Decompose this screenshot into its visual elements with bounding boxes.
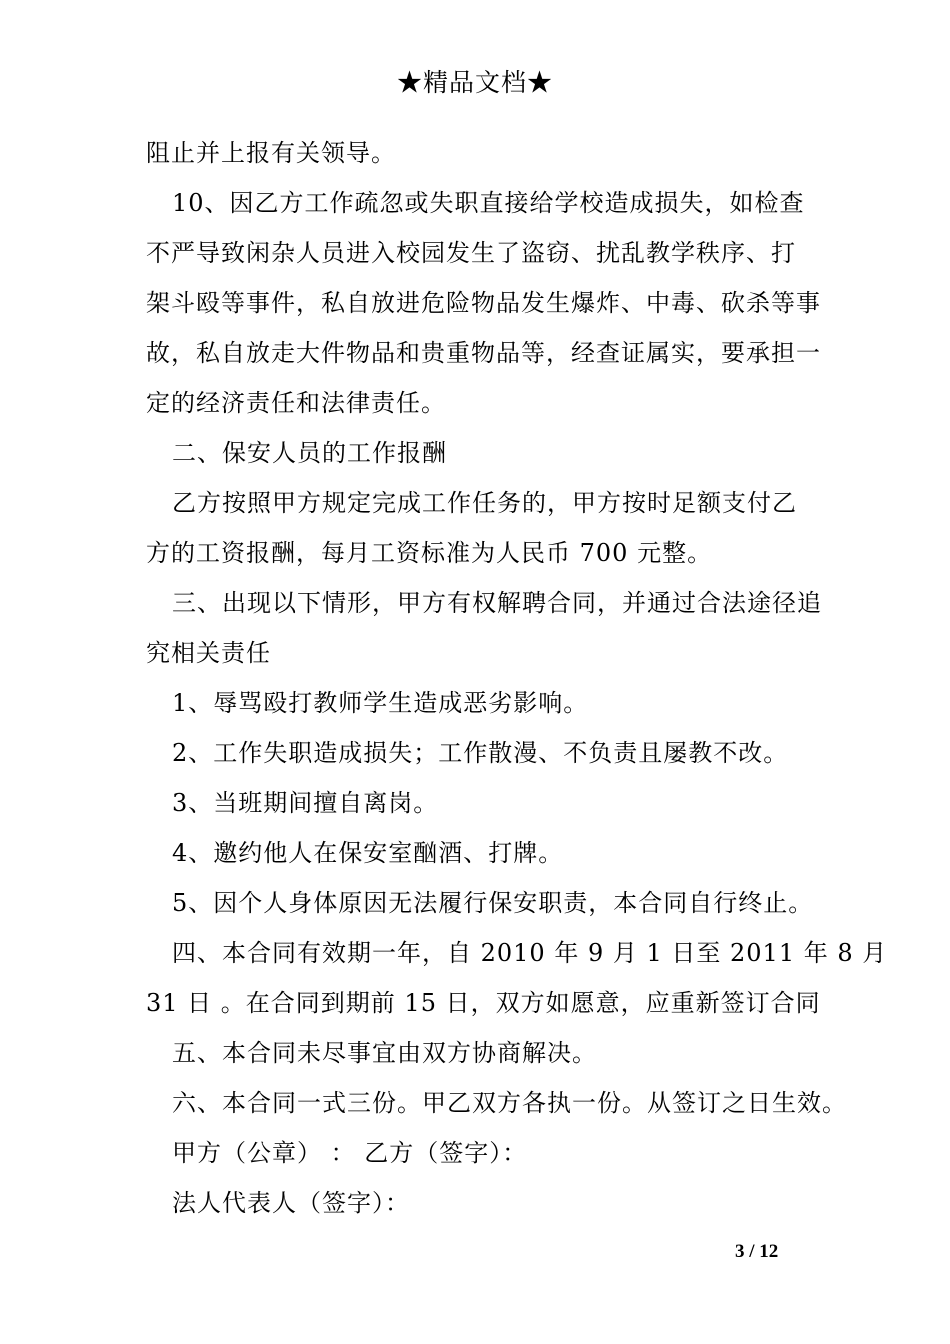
- list-item: 2、工作失职造成损失；工作散漫、不负责且屡教不改。: [172, 739, 789, 767]
- text-line: 架斗殴等事件，私自放进危险物品发生爆炸、中毒、砍杀等事: [146, 289, 821, 317]
- text-line: 故，私自放走大件物品和贵重物品等，经查证属实，要承担一: [146, 339, 821, 367]
- list-item: 4、邀约他人在保安室酗酒、打牌。: [172, 839, 564, 867]
- page-header-title: ★精品文档★: [396, 68, 553, 97]
- document-body: [146, 128, 888, 1228]
- text-line: 乙方按照甲方规定完成工作任务的，甲方按时足额支付乙: [172, 489, 797, 517]
- section-heading: 二、保安人员的工作报酬: [172, 439, 447, 467]
- signature-line-legal-rep: 法人代表人（签字）：: [172, 1189, 410, 1217]
- section-heading: 四、本合同有效期一年，自 2010 年 9 月 1 日至 2011 年 8 月: [172, 939, 888, 967]
- text-line: 10、因乙方工作疏忽或失职直接给学校造成损失，如检查: [172, 189, 805, 217]
- text-line: 阻止并上报有关领导。: [146, 139, 396, 167]
- list-item: 5、因个人身体原因无法履行保安职责，本合同自行终止。: [172, 889, 814, 917]
- text-line: 定的经济责任和法律责任。: [146, 389, 446, 417]
- text-line: 究相关责任: [146, 639, 271, 667]
- text-line: 方的工资报酬，每月工资标准为人民币 700 元整。: [146, 539, 713, 567]
- section-heading: 六、本合同一式三份。甲乙双方各执一份。从签订之日生效。: [172, 1089, 847, 1117]
- page-number: 3 / 12: [735, 1241, 779, 1262]
- list-item: 3、当班期间擅自离岗。: [172, 789, 439, 817]
- section-heading: 五、本合同未尽事宜由双方协商解决。: [172, 1039, 597, 1067]
- text-line: 31 日 。在合同到期前 15 日，双方如愿意，应重新签订合同: [146, 989, 821, 1017]
- section-heading: 三、出现以下情形，甲方有权解聘合同，并通过合法途径追: [172, 589, 822, 617]
- text-line: 不严导致闲杂人员进入校园发生了盗窃、扰乱教学秩序、打: [146, 239, 796, 267]
- signature-line-parties: 甲方（公章） ： 乙方（签字）：: [172, 1139, 528, 1167]
- list-item: 1、辱骂殴打教师学生造成恶劣影响。: [172, 689, 589, 717]
